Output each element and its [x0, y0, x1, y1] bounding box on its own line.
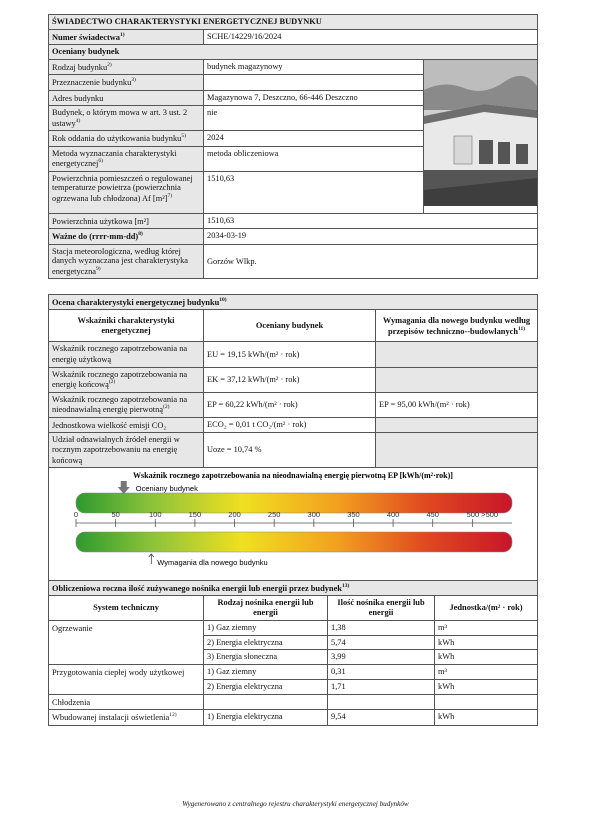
building-row — [49, 213, 538, 228]
energy-row-system — [49, 635, 204, 650]
energy-row-unit: kWh — [435, 710, 538, 725]
cert-number-label: Numer świadectwa$^{1)}$ — [49, 29, 204, 44]
cert-number-value: SCHE/14229/16/2024 — [204, 29, 538, 44]
rating-header-building: Oceniany budynek — [204, 310, 376, 342]
rating-row — [49, 392, 538, 417]
rating-row-requirement — [376, 417, 538, 432]
energy-row-system — [49, 650, 204, 665]
ep-tick-label: 250 — [267, 510, 281, 519]
energy-row-carrier: 1) Gaz ziemny — [204, 665, 328, 680]
energy-row-system: Chłodzenia — [49, 694, 204, 709]
rating-header-requirements: Wymagania dla nowego budynku według przepisów techniczno--budowlanych$^{11)}$ — [376, 310, 538, 342]
energy-row — [49, 679, 538, 694]
rating-row-label: Wskaźnik rocznego zapotrzebowania na nieodnawialną energię pierwotną$^{(2)}$ — [49, 392, 204, 417]
ep-tick-label: 450 — [426, 510, 439, 519]
building-row-label: Powierzchnia pomieszczeń o regulowanej temperaturze powietrza (powierzchnia ogrzewana lub chłodzona) Af $[m^2]^{7)}$ — [49, 171, 204, 213]
energy-row — [49, 635, 538, 650]
energy-row-amount: 0,31 — [328, 665, 435, 680]
ep-scale-chart — [49, 468, 538, 578]
ep-scale-cell — [49, 468, 538, 582]
energy-row-amount: 3,99 — [328, 650, 435, 665]
requirement-ep-marker-label: Wymagania dla nowego budynku — [157, 558, 268, 567]
energy-row-system: Przygotowania ciepłej wody użytkowej — [49, 665, 204, 680]
rating-header-indicators: Wskaźniki charakterystyki energetycznej — [49, 310, 204, 342]
energy-row-amount: 5,74 — [328, 635, 435, 650]
rating-row-value: EP = 60,22 kWh/(m² · rok) — [204, 392, 376, 417]
building-section-title: Oceniany budynek — [49, 45, 538, 60]
energy-row-amount — [328, 694, 435, 709]
energy-row — [49, 694, 538, 709]
ep-tick-label: 50 — [111, 510, 120, 519]
ep-scale-bar-bottom — [76, 532, 512, 552]
ep-tick-label: 200 — [228, 510, 241, 519]
building-row-value: Magazynowa 7, Deszczno, 66-446 Deszczno — [204, 90, 424, 105]
document-title: ŚWIADECTWO CHARAKTERYSTYKI ENERGETYCZNEJ BUDYNKU — [49, 15, 538, 30]
energy-row-amount: 9,54 — [328, 710, 435, 725]
building-info-table — [48, 14, 538, 279]
energy-row-carrier: 2) Energia elektryczna — [204, 635, 328, 650]
rating-row — [49, 342, 538, 367]
building-row-value: 2024 — [204, 131, 424, 146]
building-row-label: Metoda wyznaczania charakterystyki energetycznej$^{6)}$ — [49, 146, 204, 171]
rating-row — [49, 417, 538, 432]
requirement-ep-marker — [149, 554, 154, 564]
building-row-label: Przeznaczenie budynku$^{3)}$ — [49, 75, 204, 90]
rating-row-value: ECO₂ = 0,01 t CO₂/(m² · rok) — [204, 417, 376, 432]
rating-row-label: Udział odnawialnych źródeł energii w rocznym zapotrzebowaniu na energię końcową — [49, 433, 204, 468]
energy-row-unit: m³ — [435, 665, 538, 680]
rating-row-requirement — [376, 433, 538, 468]
building-ep-marker-label: Oceniany budynek — [135, 484, 198, 493]
rating-row-value: EU = 19,15 kWh/(m² · rok) — [204, 342, 376, 367]
energy-usage-table — [48, 580, 538, 726]
energy-row-carrier: 3) Energia słoneczna — [204, 650, 328, 665]
valid-until-value: 2034-03-19 — [204, 229, 538, 244]
building-row-value: 1510,63 — [204, 213, 538, 228]
energy-row-amount: 1,71 — [328, 679, 435, 694]
energy-row-unit — [435, 694, 538, 709]
building-photo — [424, 59, 538, 213]
energy-row-carrier: 1) Energia elektryczna — [204, 710, 328, 725]
ep-tick-label: 350 — [347, 510, 360, 519]
building-row-label: Powierzchnia użytkowa [m²] — [49, 213, 204, 228]
building-ep-marker — [118, 481, 130, 494]
ep-scale-bar-top — [76, 493, 512, 513]
building-row-label: Rok oddania do użytkowania budynku$^{5)}$ — [49, 131, 204, 146]
building-row-value: metoda obliczeniowa — [204, 146, 424, 171]
rating-row-label: Wskaźnik rocznego zapotrzebowania na energię końcową$^{(2)}$ — [49, 367, 204, 392]
energy-row-unit: kWh — [435, 635, 538, 650]
energy-row — [49, 665, 538, 680]
station-value: Gorzów Wlkp. — [204, 244, 538, 279]
energy-header-carrier: Rodzaj nośnika energii lub energii — [204, 596, 328, 620]
ep-scale-title: Wskaźnik rocznego zapotrzebowania na nieodnawialną energię pierwotną EP [kWh/(m²·rok)] — [133, 471, 453, 480]
ep-tick-label: 150 — [188, 510, 202, 519]
energy-row-unit: m³ — [435, 620, 538, 635]
energy-section-title: Obliczeniowa roczna ilość zużywanego nośnika energii lub energii przez budynek$^{13)}$ — [49, 581, 538, 596]
energy-row-system — [49, 679, 204, 694]
station-label: Stacja meteorologiczna, według której danych wyznaczana jest charakterystyka energetyczna$^{9)}$ — [49, 244, 204, 279]
energy-row-system: Ogrzewanie — [49, 620, 204, 635]
building-row-label: Adres budynku — [49, 90, 204, 105]
energy-row-unit: kWh — [435, 650, 538, 665]
valid-until-label: Ważne do (rrrr-mm-dd)$^{8)}$ — [49, 229, 204, 244]
rating-section-title: Ocena charakterystyki energetycznej budynku$^{10)}$ — [49, 295, 538, 310]
energy-row-amount: 1,38 — [328, 620, 435, 635]
energy-row — [49, 710, 538, 725]
energy-header-amount: Ilość nośnika energii lub energii — [328, 596, 435, 620]
building-row-value — [204, 75, 424, 90]
energy-row — [49, 620, 538, 635]
rating-row-value: Uoze = 10,74 % — [204, 433, 376, 468]
rating-row-requirement — [376, 342, 538, 367]
rating-row-requirement — [376, 367, 538, 392]
energy-row-carrier: 1) Gaz ziemny — [204, 620, 328, 635]
building-row-value: budynek magazynowy — [204, 59, 424, 74]
ep-tick-label: 400 — [386, 510, 400, 519]
energy-row-carrier — [204, 694, 328, 709]
building-row-label: Budynek, o którym mowa w art. 3 ust. 2 ustawy$^{4)}$ — [49, 106, 204, 131]
rating-row — [49, 433, 538, 468]
rating-row-requirement: EP = 95,00 kWh/(m² · rok) — [376, 392, 538, 417]
energy-header-system: System techniczny — [49, 596, 204, 620]
ep-tick-label: 100 — [149, 510, 162, 519]
ep-tick-label: 500 >500 — [466, 510, 499, 519]
building-row-label: Rodzaj budynku$^{2)}$ — [49, 59, 204, 74]
building-row — [49, 59, 538, 74]
energy-row — [49, 650, 538, 665]
ep-tick-label: 0 — [73, 510, 79, 519]
rating-table — [48, 294, 538, 582]
rating-row — [49, 367, 538, 392]
rating-row-label: Wskaźnik rocznego zapotrzebowania na energię użytkową — [49, 342, 204, 367]
energy-header-unit: Jednostka/(m² · rok) — [435, 596, 538, 620]
ep-tick-label: 300 — [307, 510, 321, 519]
rating-row-value: EK = 37,12 kWh/(m² · rok) — [204, 367, 376, 392]
rating-row-label: Jednostkowa wielkość emisji CO₂ — [49, 417, 204, 432]
energy-row-carrier: 2) Energia elektryczna — [204, 679, 328, 694]
footer-note: Wygenerowano z centralnego rejestru charakterystyki energetycznej budynków — [182, 800, 409, 808]
building-row-value: nie — [204, 106, 424, 131]
energy-row-unit: kWh — [435, 679, 538, 694]
building-row-value: 1510,63 — [204, 171, 424, 213]
energy-row-system: Wbudowanej instalacji oświetlenia$^{12)}$ — [49, 710, 204, 725]
